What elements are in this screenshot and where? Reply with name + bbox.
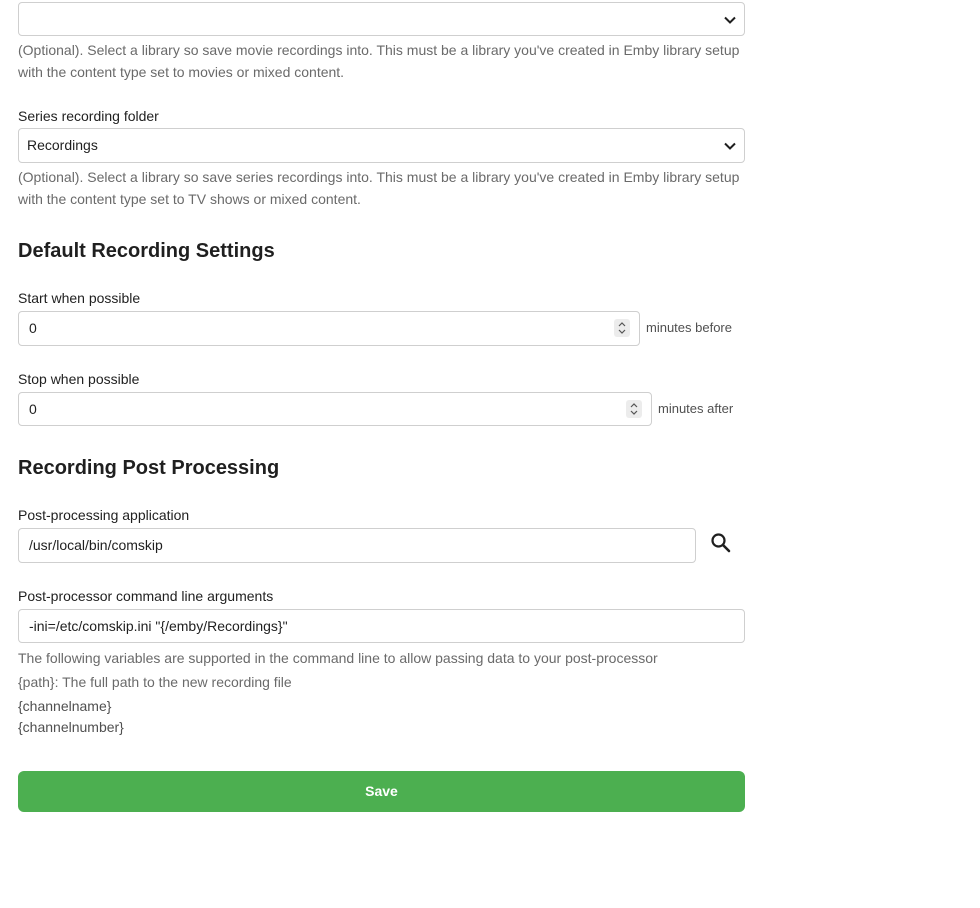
stop-when-possible-value: 0 — [29, 401, 37, 417]
movie-recording-folder-select[interactable] — [18, 2, 745, 36]
movie-folder-help: (Optional). Select a library so save movie recordings into. This must be a library you've created in Emby library setup with the content type set to movies or mixed content. — [18, 42, 740, 80]
post-processor-args-input[interactable] — [18, 609, 745, 643]
variable-path: {path}: The full path to the new recording file — [18, 674, 292, 690]
series-recording-folder-select[interactable] — [18, 128, 745, 163]
number-stepper[interactable] — [626, 400, 642, 418]
stepper-arrows-icon — [626, 400, 642, 418]
stop-when-possible-label: Stop when possible — [18, 371, 140, 387]
start-suffix: minutes before — [646, 320, 732, 335]
start-when-possible-value: 0 — [29, 320, 37, 336]
number-stepper[interactable] — [614, 319, 630, 337]
chevron-down-icon — [723, 13, 737, 27]
series-folder-label: Series recording folder — [18, 108, 159, 124]
post-processing-app-label: Post-processing application — [18, 507, 190, 523]
variable-channelname: {channelname} — [18, 698, 112, 714]
default-recording-settings-heading: Default Recording Settings — [18, 240, 275, 262]
post-processing-app-input[interactable] — [18, 528, 696, 563]
series-folder-selected: Recordings — [27, 137, 98, 153]
save-button[interactable]: Save — [18, 771, 745, 812]
start-when-possible-input[interactable] — [18, 311, 640, 346]
stop-suffix: minutes after — [658, 401, 734, 416]
chevron-down-icon — [723, 139, 737, 153]
variable-channelnumber: {channelnumber} — [18, 719, 124, 735]
search-icon[interactable] — [709, 531, 733, 555]
post-processing-app-value: /usr/local/bin/comskip — [29, 537, 163, 553]
recording-post-processing-heading: Recording Post Processing — [18, 457, 280, 479]
post-processor-args-value: -ini=/etc/comskip.ini "{/emby/Recordings}" — [29, 618, 288, 634]
series-folder-help: (Optional). Select a library so save series recordings into. This must be a library you've created in Emby library setup with the content type set to TV shows or mixed content. — [18, 169, 740, 207]
start-when-possible-label: Start when possible — [18, 290, 141, 306]
stepper-arrows-icon — [614, 319, 630, 337]
post-processor-args-label: Post-processor command line arguments — [18, 588, 274, 604]
post-processor-help: The following variables are supported in the command line to allow passing data to your post-processor — [18, 650, 658, 666]
stop-when-possible-input[interactable] — [18, 392, 652, 426]
